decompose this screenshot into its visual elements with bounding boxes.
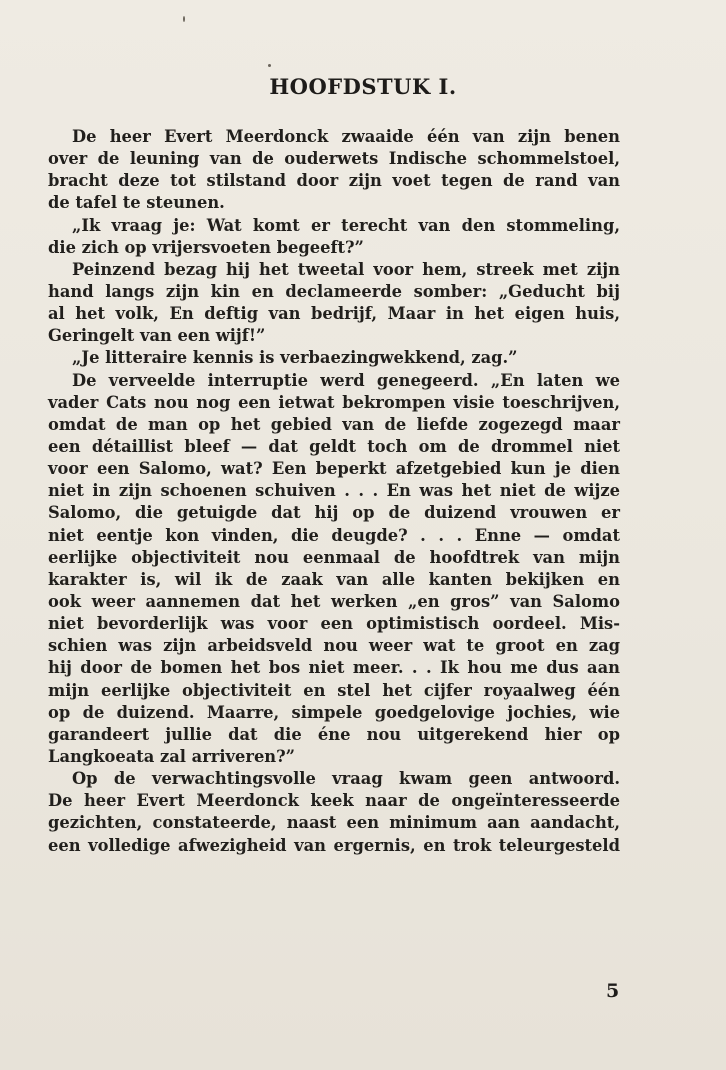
- text-line: op de duizend. Maarre, simpele goedgelovige jochies, wie: [48, 702, 620, 722]
- text-line: een volledige afwezigheid van ergernis, en trok teleurgesteld: [48, 835, 620, 855]
- text-line: bracht deze tot stilstand door zijn voet tegen de rand van: [48, 171, 620, 191]
- paper-speck: [183, 16, 185, 22]
- text-line: niet in zijn schoenen schuiven . . . En was het niet de wijze: [48, 481, 620, 501]
- text-line: Langkoeata zal arriveren?”: [48, 746, 296, 766]
- text-line: eerlijke objectiviteit nou eenmaal de hoofdtrek van mijn: [48, 547, 620, 567]
- text-line: een détaillist bleef — dat geldt toch om de drommel niet: [48, 436, 620, 456]
- text-line: niet eentje kon vinden, die deugde? . . . Enne — omdat: [48, 525, 620, 545]
- text-line: niet bevorderlijk was voor een optimistisch oordeel. Mis-: [48, 614, 620, 634]
- text-line: omdat de man op het gebied van de liefde zogezegd maar: [48, 414, 620, 434]
- text-line: al het volk, En deftig van bedrijf, Maar in het eigen huis,: [48, 304, 620, 324]
- text-line: karakter is, wil ik de zaak van alle kanten bekijken en: [48, 569, 620, 589]
- text-line: „Je litteraire kennis is verbaezingwekkend, zag.”: [72, 348, 518, 368]
- chapter-title: HOOFDSTUK I.: [269, 74, 457, 99]
- text-line: Geringelt van een wijf!”: [48, 326, 266, 346]
- text-line: vader Cats nou nog een ietwat bekrompen visie toeschrijven,: [48, 392, 620, 412]
- text-line: mijn eerlijke objectiviteit en stel het cijfer royaalweg één: [48, 680, 620, 700]
- text-line: de tafel te steunen.: [48, 193, 225, 213]
- text-line: „Ik vraag je: Wat komt er terecht van den stommeling,: [72, 215, 620, 235]
- page-number: 5: [606, 980, 620, 1002]
- text-line: die zich op vrijersvoeten begeeft?”: [48, 237, 364, 257]
- text-line: gezichten, constateerde, naast een minimum aan aandacht,: [48, 813, 620, 833]
- text-line: garandeert jullie dat die éne nou uitgerekend hier op: [48, 724, 620, 744]
- text-line: schien was zijn arbeidsveld nou weer wat te groot en zag: [48, 636, 620, 656]
- text-line: over de leuning van de ouderwets Indische schommelstoel,: [48, 149, 620, 169]
- text-line: ook weer aannemen dat het werken „en gros” van Salomo: [48, 591, 620, 611]
- text-line: voor een Salomo, wat? Een beperkt afzetgebied kun je dien: [48, 459, 620, 479]
- text-line: De verveelde interruptie werd genegeerd. „En laten we: [72, 370, 620, 390]
- text-line: hand langs zijn kin en declameerde somber: „Geducht bij: [48, 281, 620, 301]
- text-line: hij door de bomen het bos niet meer. . . Ik hou me dus aan: [48, 658, 620, 678]
- paper-speck: [268, 64, 271, 67]
- text-line: Op de verwachtingsvolle vraag kwam geen antwoord.: [72, 769, 620, 789]
- text-line: Peinzend bezag hij het tweetal voor hem, streek met zijn: [72, 259, 620, 279]
- text-line: De heer Evert Meerdonck keek naar de ongeïnteresseerde: [48, 791, 620, 811]
- body-text: [48, 126, 620, 857]
- text-line: Salomo, die getuigde dat hij op de duizend vrouwen er: [48, 503, 620, 523]
- text-line: De heer Evert Meerdonck zwaaide één van zijn benen: [72, 127, 620, 146]
